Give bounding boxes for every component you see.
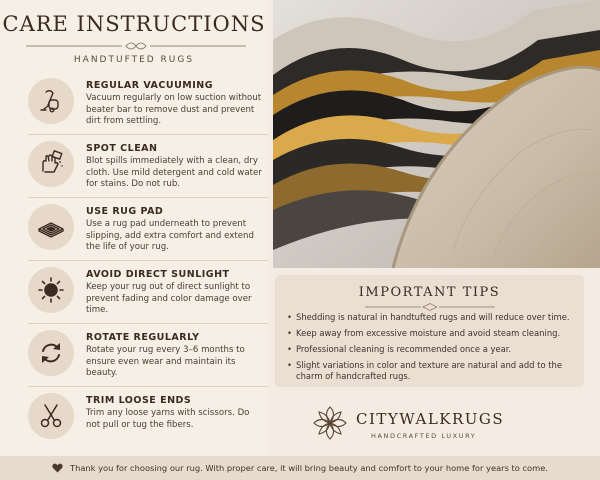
care-heading: REGULAR VACUUMING: [86, 80, 214, 91]
rug-photo-illustration: [273, 0, 600, 268]
brand-logo-icon: [311, 404, 349, 442]
care-item-sunlight: [28, 267, 268, 329]
care-heading: SPOT CLEAN: [86, 143, 158, 154]
care-item-vacuuming: [28, 78, 268, 140]
care-heading: AVOID DIRECT SUNLIGHT: [86, 269, 230, 280]
rug-photo: [273, 0, 600, 268]
bullet-icon: •: [287, 312, 292, 322]
important-tips-box: IMPORTANT TIPS • Shedding is natural in handtufted rugs and will reduce over time. • Keep away from excessive moisture and avoid steam cleaning. • Professional cleaning is recommended once a year. • Slight variations in color and texture are natural and add to the charm of handcrafted rugs.: [275, 275, 584, 387]
rotate-icon: [28, 330, 74, 376]
bullet-icon: •: [287, 344, 292, 354]
page-title: CARE INSTRUCTIONS: [2, 12, 266, 36]
footer-text: Thank you for choosing our rug. With proper care, it will bring beauty and comfort to your home for years to come.: [70, 463, 548, 473]
care-text: Keep your rug out of direct sunlight to prevent fading and color damage over time.: [86, 282, 252, 315]
divider: [28, 323, 268, 324]
care-heading: TRIM LOOSE ENDS: [86, 395, 192, 406]
care-item-trim: [28, 393, 268, 455]
divider: [28, 260, 268, 261]
care-panel: [0, 0, 268, 456]
care-item-spot-clean: [28, 141, 268, 203]
care-text: Rotate your rug every 3–6 months to ensure even wear and maintain its beauty.: [86, 345, 245, 378]
tips-ornament-icon: [365, 303, 495, 311]
vacuum-icon: [28, 78, 74, 124]
tips-title: IMPORTANT TIPS: [358, 285, 501, 300]
divider: [28, 134, 268, 135]
care-item-rotate: [28, 330, 268, 392]
bullet-icon: •: [287, 328, 292, 338]
heart-icon: [52, 463, 63, 473]
footer-bar: [0, 456, 600, 480]
scissors-icon: [28, 393, 74, 439]
care-heading: USE RUG PAD: [86, 206, 164, 217]
brand-tagline: HANDCRAFTED LUXURY: [371, 432, 477, 440]
divider: [28, 197, 268, 198]
title-ornament-icon: [26, 40, 246, 52]
bullet-icon: •: [287, 360, 292, 370]
care-text: Vacuum regularly on low suction without beater bar to remove dust and prevent dirt from settling.: [86, 93, 262, 126]
sun-icon: [28, 267, 74, 313]
page-subtitle: HANDTUFTED RUGS: [73, 55, 195, 65]
care-item-rug-pad: [28, 204, 268, 266]
cleaning-hand-icon: [28, 141, 74, 187]
care-text: Trim any loose yarns with scissors. Do not pull or tug the fibers.: [86, 408, 250, 430]
divider: [28, 386, 268, 387]
care-text: Blot spills immediately with a clean, dry cloth. Use mild detergent and cold water for stains. Do not rub.: [86, 156, 262, 189]
care-text: Use a rug pad underneath to prevent slipping, add extra comfort and extend the life of your rug.: [86, 219, 254, 252]
care-heading: ROTATE REGULARLY: [86, 332, 200, 343]
brand-name: CITYWALKRUGS: [356, 410, 505, 428]
rug-pad-icon: [28, 204, 74, 250]
